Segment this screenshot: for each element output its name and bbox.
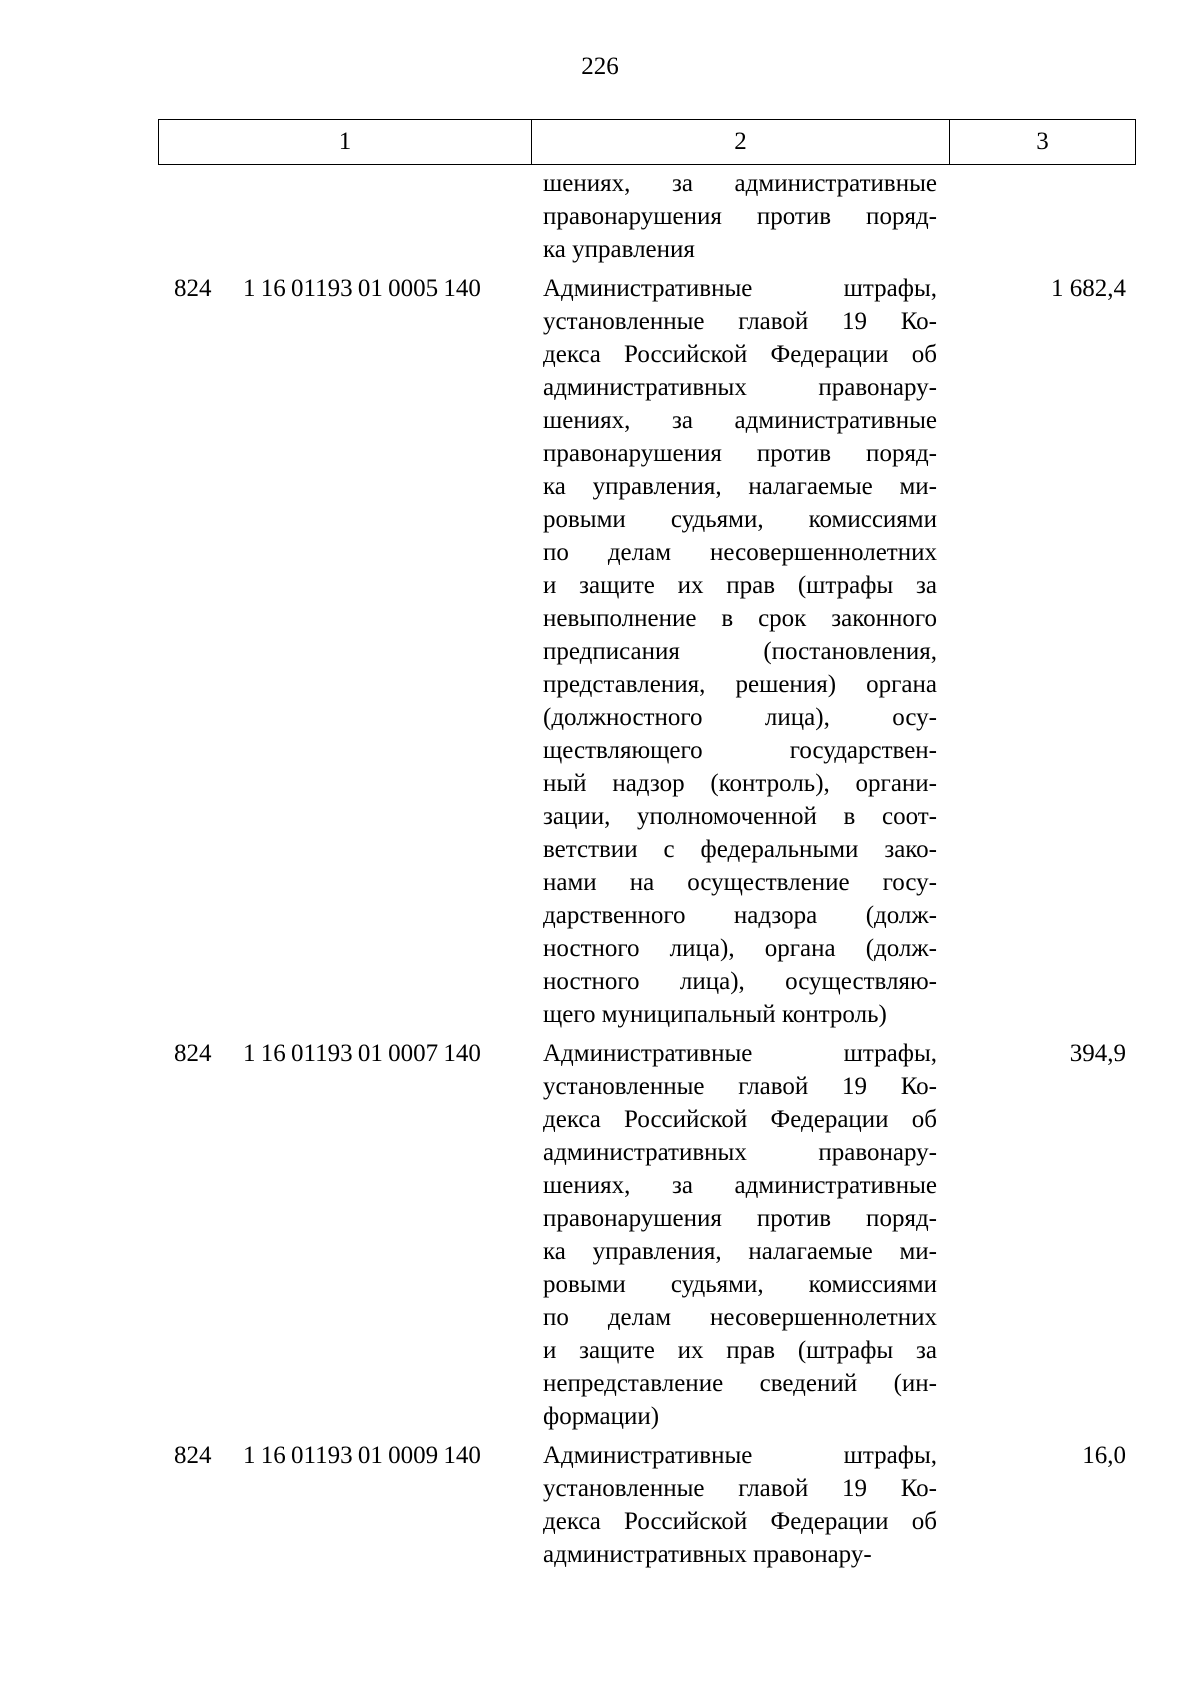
description-line: установленные главой 19 Ко- <box>543 308 937 335</box>
description-line: и защите их прав (штрафы за <box>543 1337 937 1364</box>
description-line: невыполнение в срок законного <box>543 605 937 632</box>
amount: 394,9 <box>1069 1040 1126 1067</box>
amount: 1 682,4 <box>1051 275 1126 302</box>
description-line: ровыми судьями, комиссиями <box>543 506 937 533</box>
budget-code: 1 16 01193 01 0005 140 <box>243 275 481 302</box>
description-line: декса Российской Федерации об <box>543 341 937 368</box>
description-line: ный надзор (контроль), органи- <box>543 770 937 797</box>
description-line: и защите их прав (штрафы за <box>543 572 937 599</box>
description-line: ка управления <box>543 236 695 263</box>
description-line: ществляющего государствен- <box>543 737 937 764</box>
description-line: правонарушения против поряд- <box>543 203 937 230</box>
description-line: формации) <box>543 1403 660 1430</box>
budget-code: 1 16 01193 01 0007 140 <box>243 1040 481 1067</box>
description-line: (должностного лица), осу- <box>543 704 937 731</box>
description-line: представления, решения) органа <box>543 671 937 698</box>
table-body <box>158 167 1136 1571</box>
table-header <box>158 119 1136 165</box>
description-line: по делам несовершеннолетних <box>543 539 937 566</box>
description-line: ка управления, налагаемые ми- <box>543 1238 937 1265</box>
description-line: шениях, за административные <box>543 170 937 197</box>
description-line: декса Российской Федерации об <box>543 1106 937 1133</box>
description <box>543 1037 937 1433</box>
description-line: Административные штрафы, <box>543 275 937 302</box>
description-line: административных правонару- <box>543 1541 872 1568</box>
description-line: правонарушения против поряд- <box>543 1205 937 1232</box>
description-line: административных правонару- <box>543 374 937 401</box>
amount: 16,0 <box>1082 1442 1126 1469</box>
description-line: зации, уполномоченной в соот- <box>543 803 937 830</box>
admin-code: 824 <box>174 275 212 302</box>
description-line: предписания (постановления, <box>543 638 937 665</box>
page-number: 226 <box>581 53 619 80</box>
description-line: ветствии с федеральными зако- <box>543 836 937 863</box>
description-line: Административные штрафы, <box>543 1040 937 1067</box>
description-line: дарственного надзора (долж- <box>543 902 937 929</box>
description-line: ровыми судьями, комиссиями <box>543 1271 937 1298</box>
table-row <box>158 1439 1136 1571</box>
header-col-2: 2 <box>532 120 950 164</box>
description-line: нами на осуществление госу- <box>543 869 937 896</box>
budget-code: 1 16 01193 01 0009 140 <box>243 1442 481 1469</box>
description <box>543 272 937 1031</box>
admin-code: 824 <box>174 1442 212 1469</box>
description-line: шениях, за административные <box>543 407 937 434</box>
description-line: ка управления, налагаемые ми- <box>543 473 937 500</box>
admin-code: 824 <box>174 1040 212 1067</box>
description <box>543 1439 937 1571</box>
table-row <box>158 272 1136 1031</box>
description-line: непредставление сведений (ин- <box>543 1370 937 1397</box>
description-line: декса Российской Федерации об <box>543 1508 937 1535</box>
description-line: по делам несовершеннолетних <box>543 1304 937 1331</box>
description-line: установленные главой 19 Ко- <box>543 1073 937 1100</box>
table-row <box>158 167 1136 266</box>
description-line: правонарушения против поряд- <box>543 440 937 467</box>
description-line: установленные главой 19 Ко- <box>543 1475 937 1502</box>
description-line: ностного лица), органа (долж- <box>543 935 937 962</box>
description-line: щего муниципальный контроль) <box>543 1001 887 1028</box>
description-line: Административные штрафы, <box>543 1442 937 1469</box>
table-row <box>158 1037 1136 1433</box>
description-line: административных правонару- <box>543 1139 937 1166</box>
description-line: ностного лица), осуществляю- <box>543 968 937 995</box>
description <box>543 167 937 266</box>
description-line: шениях, за административные <box>543 1172 937 1199</box>
header-col-3: 3 <box>1036 128 1049 155</box>
header-col-1: 1 <box>159 120 532 164</box>
